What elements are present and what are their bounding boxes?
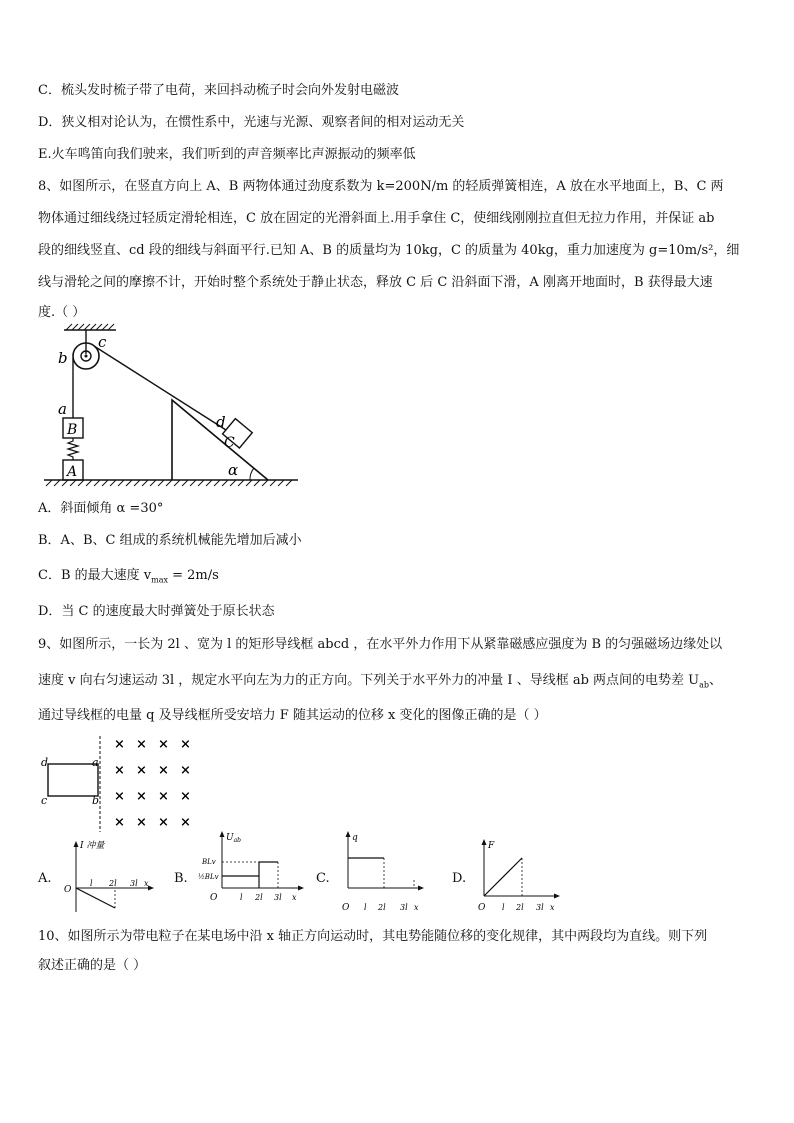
q9-graph-c: [338, 830, 428, 916]
q9-graph-c-origin: O: [342, 903, 350, 913]
q8-label-alpha: α: [228, 461, 239, 479]
q8-option-a: A．斜面倾角 α =30°: [38, 501, 164, 516]
q9-graph-c-tick-1: l: [364, 903, 367, 912]
field-cross-2-1: ×: [136, 789, 147, 804]
q9-graph-c-xlabel: x: [414, 903, 419, 912]
q8-label-block-a: A: [67, 464, 78, 480]
q8-label-a: a: [58, 400, 67, 418]
q9-graph-d-xlabel: x: [550, 903, 555, 912]
q9-graph-b-tick-2: 2l: [255, 893, 263, 902]
field-cross-0-3: ×: [180, 737, 191, 752]
q9-graph-d-tick-1: l: [502, 903, 505, 912]
field-cross-0-0: ×: [114, 737, 125, 752]
q9-graph-a-tick-2: 2l: [109, 879, 117, 888]
q8-label-c: c: [98, 333, 107, 351]
q9-option-b-label: B.: [174, 871, 188, 886]
q8-stem-line4: 线与滑轮之间的摩擦不计，开始时整个系统处于静止状态，释放 C 后 C 沿斜面下滑，A 刚离开地面时，B 获得最大速: [38, 275, 713, 290]
q9-graph-b-ylabel: $U_{ab}$: [226, 833, 242, 844]
q8-pulley-incline-figure: [36, 320, 306, 492]
q8-stem-line5: 度.（ ）: [38, 305, 86, 320]
q9-graph-d-tick-3: 3l: [536, 903, 544, 912]
q8-stem-line2: 物体通过细线绕过轻质定滑轮相连，C 放在固定的光滑斜面上.用手拿住 C，使细线刚刚拉直但无拉力作用，并保证 ab: [38, 211, 715, 226]
field-cross-3-2: ×: [158, 815, 169, 830]
q8-stem-line1: 8、如图所示，在竖直方向上 A、B 两物体通过劲度系数为 k=200N/m 的轻质弹簧相连，A 放在水平地面上，B、C 两: [38, 179, 724, 194]
q9-graph-c-tick-3: 3l: [400, 903, 408, 912]
field-cross-1-0: ×: [114, 763, 125, 778]
q7-option-c: C．梳头发时梳子带了电荷，来回抖动梳子时会向外发射电磁波: [38, 83, 399, 98]
field-cross-3-1: ×: [136, 815, 147, 830]
q9-graph-b-ytick-1: BLv: [202, 858, 216, 866]
q8-option-d: D．当 C 的速度最大时弹簧处于原长状态: [38, 604, 275, 619]
field-cross-2-3: ×: [180, 789, 191, 804]
q9-graph-d-origin: O: [478, 903, 486, 913]
q9-stem-line1: 9、如图所示，一长为 2l 、宽为 l 的矩形导线框 abcd ，在水平外力作用下从紧靠磁感应强度为 B 的匀强磁场边缘处以: [38, 637, 723, 652]
q9-graph-d-tick-2: 2l: [516, 903, 524, 912]
q9-graph-b-tick-3: 3l: [274, 893, 282, 902]
q8-label-block-c: C: [224, 435, 235, 451]
q9-graph-a-origin: O: [64, 885, 72, 895]
q9-label-d: d: [41, 756, 49, 769]
field-cross-0-1: ×: [136, 737, 147, 752]
q9-option-d-label: D.: [452, 871, 467, 886]
q9-graph-c-ylabel: q: [352, 833, 358, 843]
q7-option-d: D．狭义相对论认为，在惯性系中，光速与光源、观察者间的相对运动无关: [38, 115, 465, 130]
q9-graph-a: [60, 836, 160, 916]
q9-graph-b: [196, 830, 306, 916]
q9-graph-b-ytick-2: ½BLv: [198, 873, 219, 881]
q9-graph-a-ylabel: I 冲量: [80, 841, 105, 851]
field-cross-2-0: ×: [114, 789, 125, 804]
q9-graph-b-tick-1: l: [240, 893, 243, 902]
q7-option-e: E.火车鸣笛向我们驶来，我们听到的声音频率比声源振动的频率低: [38, 147, 416, 162]
q9-graph-d-ylabel: F: [488, 841, 495, 851]
q9-graph-c-tick-2: 2l: [378, 903, 386, 912]
q9-graph-a-xlabel: x: [144, 879, 149, 888]
field-cross-1-1: ×: [136, 763, 147, 778]
q9-graph-b-xlabel: x: [292, 893, 297, 902]
q10-stem-line1: 10、如图所示为带电粒子在某电场中沿 x 轴正方向运动时，其电势能随位移的变化规律，其中两段均为直线。则下列: [38, 929, 708, 944]
q9-graph-d: [474, 838, 564, 916]
q9-stem-line2: 速度 v 向右匀速运动 3l ，规定水平向左为力的正方向。下列关于水平外力的冲量 I 、导线框 ab 两点间的电势差 $U_{ab}$、: [38, 673, 723, 690]
q8-label-b: b: [58, 349, 68, 367]
q9-option-c-label: C.: [316, 871, 330, 886]
q8-label-block-b: B: [67, 422, 78, 438]
q9-graph-b-origin: O: [210, 893, 218, 903]
field-cross-1-2: ×: [158, 763, 169, 778]
q9-label-b: b: [92, 794, 100, 807]
field-cross-3-3: ×: [180, 815, 191, 830]
q9-stem-line3: 通过导线框的电量 q 及导线框所受安培力 F 随其运动的位移 x 变化的图像正确的是（ ）: [38, 708, 547, 723]
q9-label-c: c: [41, 794, 48, 807]
field-cross-2-2: ×: [158, 789, 169, 804]
q9-label-a: a: [92, 756, 99, 769]
field-cross-0-2: ×: [158, 737, 169, 752]
q8-label-d: d: [216, 413, 226, 431]
q8-stem-line3: 段的细线竖直、cd 段的细线与斜面平行.已知 A、B 的质量均为 10kg，C 的质量为 40kg，重力加速度为 g=10m/s²，细: [38, 243, 740, 258]
q10-stem-line2: 叙述正确的是（ ）: [38, 958, 147, 973]
q9-option-a-label: A.: [38, 871, 52, 886]
q8-option-c: C．B 的最大速度 $v_{max} = 2m/s$: [38, 568, 219, 585]
q9-graph-a-tick-1: l: [90, 879, 93, 888]
q9-graph-a-tick-3: 3l: [130, 879, 138, 888]
field-cross-3-0: ×: [114, 815, 125, 830]
field-cross-1-3: ×: [180, 763, 191, 778]
q8-option-b: B．A、B、C 组成的系统机械能先增加后减小: [38, 533, 302, 548]
q9-frame-field-figure: [36, 734, 196, 834]
